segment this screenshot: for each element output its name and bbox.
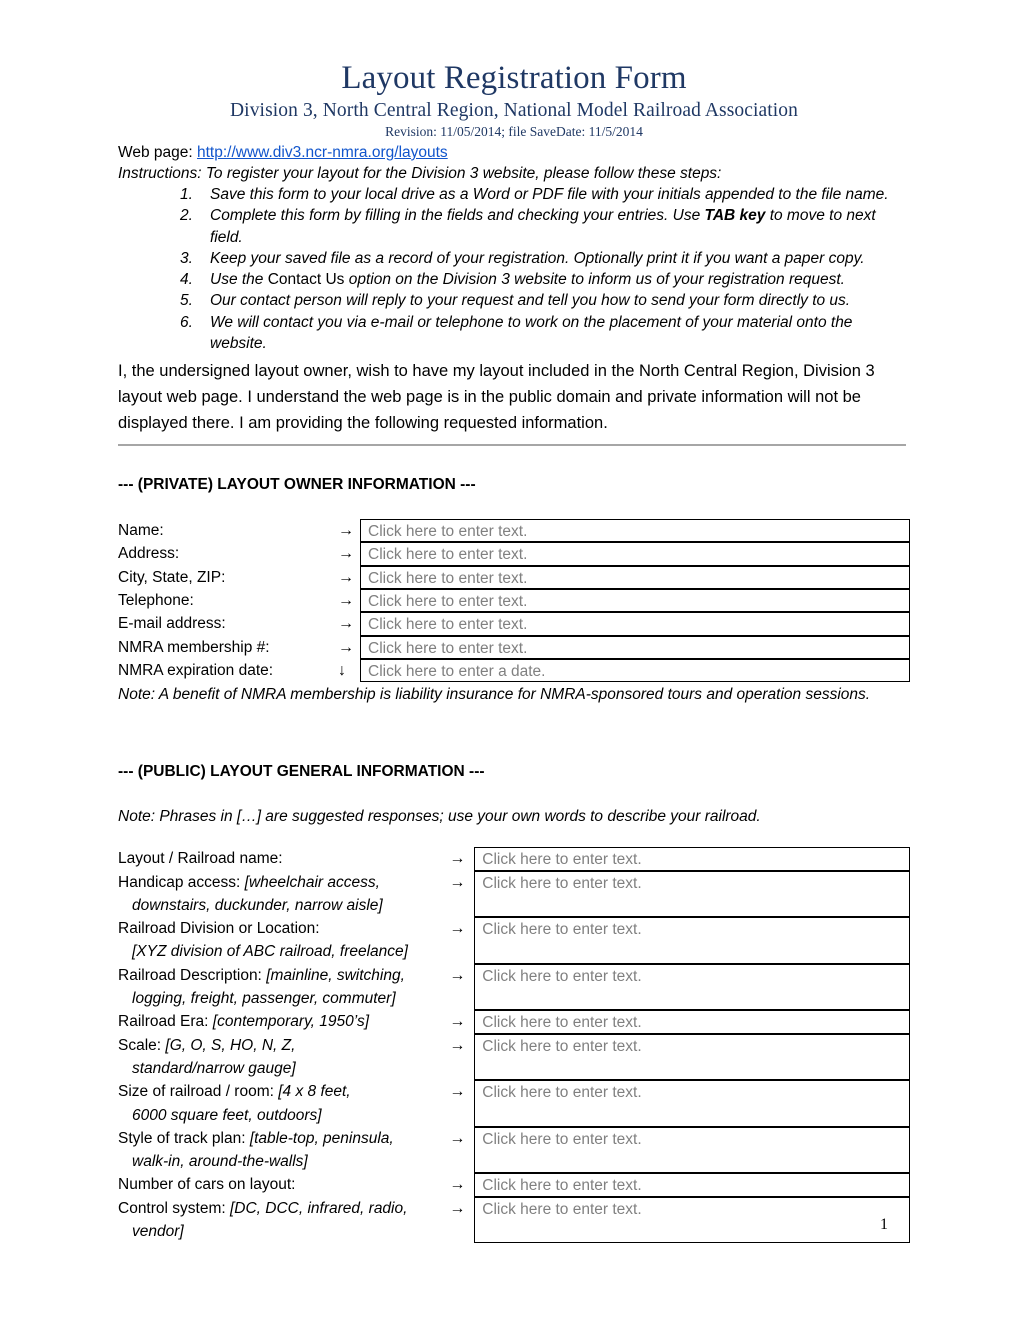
form-row	[118, 1080, 910, 1127]
arrow-right-icon: →	[338, 638, 354, 656]
form-row	[118, 964, 910, 1011]
field-suggestion-continuation: downstairs, duckunder, narrow aisle]	[132, 896, 383, 914]
form-row	[118, 917, 910, 964]
form-row	[118, 1010, 910, 1033]
field-input-cell	[360, 589, 910, 612]
arrow-right-icon: →	[449, 1199, 466, 1217]
form-row	[118, 589, 910, 612]
text-input-field[interactable]: Click here to enter text.	[360, 519, 910, 542]
field-suggestion: [4 x 8 feet,	[278, 1083, 351, 1101]
text-input-field[interactable]: Click here to enter text.	[474, 847, 910, 870]
instruction-step-text: Contact Us	[267, 271, 345, 289]
field-label: Style of track plan:	[118, 1129, 250, 1147]
field-label: NMRA membership #:	[118, 638, 270, 656]
public-section-heading: --- (PUBLIC) LAYOUT GENERAL INFORMATION ---	[118, 763, 485, 781]
instruction-step	[180, 184, 910, 205]
arrow-right-icon: →	[449, 1013, 466, 1031]
text-input-field[interactable]: Click here to enter text.	[474, 1197, 910, 1244]
instruction-step-text: Save this form to your local drive as a Word or PDF file with your initials appended to the file name.	[210, 186, 889, 203]
field-label: Railroad Description:	[118, 966, 267, 984]
form-row	[118, 636, 910, 659]
form-row	[118, 612, 910, 635]
text-input-field[interactable]: Click here to enter text.	[360, 589, 910, 612]
field-label-cell	[118, 964, 449, 1011]
field-input-cell	[474, 1080, 910, 1127]
field-input-cell	[474, 1034, 910, 1081]
form-row	[118, 542, 910, 565]
private-section	[118, 474, 910, 705]
arrow-right-icon: →	[449, 1129, 466, 1147]
arrow-right-icon: →	[449, 966, 466, 984]
field-label-cell	[118, 566, 338, 589]
web-page-line	[118, 142, 910, 163]
text-input-field[interactable]: Click here to enter text.	[474, 1173, 910, 1196]
form-row	[118, 871, 910, 918]
text-input-field[interactable]: Click here to enter text.	[360, 566, 910, 589]
web-page-link[interactable]: http://www.div3.ncr-nmra.org/layouts	[197, 144, 448, 161]
field-suggestion-continuation: standard/narrow gauge]	[132, 1059, 296, 1077]
field-input-cell	[360, 612, 910, 635]
field-input-cell	[474, 1197, 910, 1244]
instruction-step-text: Our contact person will reply to your request and tell you how to send your form directly to us.	[210, 292, 851, 310]
field-label: Number of cars on layout:	[118, 1176, 296, 1194]
form-row	[118, 519, 910, 542]
arrow-right-icon: →	[338, 545, 354, 563]
field-input-cell	[360, 636, 910, 659]
public-suggestion-note: Note: Phrases in […] are suggested responses; use your own words to describe your railroad.	[118, 808, 761, 826]
field-label-cell	[118, 1034, 449, 1081]
field-input-cell	[360, 519, 910, 542]
field-input-cell	[474, 1173, 910, 1196]
field-label: Control system:	[118, 1199, 230, 1217]
text-input-field[interactable]: Click here to enter text.	[360, 542, 910, 565]
field-input-cell	[360, 542, 910, 565]
text-input-field[interactable]: Click here to enter text.	[474, 964, 910, 1011]
text-input-field[interactable]: Click here to enter text.	[474, 1127, 910, 1174]
field-input-cell	[360, 659, 910, 682]
field-input-cell	[474, 1010, 910, 1033]
field-label: Telephone:	[118, 592, 194, 610]
instruction-step	[180, 290, 910, 311]
field-suggestion: [contemporary, 1950’s]	[212, 1013, 369, 1031]
field-suggestion-continuation: 6000 square feet, outdoors]	[132, 1106, 322, 1124]
field-suggestion-continuation: vendor]	[132, 1222, 184, 1240]
field-label: Address:	[118, 545, 180, 563]
text-input-field[interactable]: Click here to enter text.	[474, 1010, 910, 1033]
text-input-field[interactable]: Click here to enter text.	[360, 636, 910, 659]
form-row	[118, 1173, 910, 1196]
revision-line: Revision: 11/05/2014; file SaveDate: 11/5/2014	[385, 124, 643, 139]
field-suggestion: [table-top, peninsula,	[249, 1129, 394, 1147]
field-label-cell	[118, 636, 338, 659]
instruction-step	[180, 269, 910, 290]
field-label: Name:	[118, 522, 164, 540]
instruction-step-text: TAB key	[704, 207, 766, 225]
field-label: NMRA expiration date:	[118, 661, 274, 679]
arrow-right-icon: →	[338, 615, 354, 633]
field-suggestion-continuation: walk-in, around-the-walls]	[132, 1153, 308, 1171]
field-label: Handicap access:	[118, 873, 245, 891]
instruction-step-text: option on the Division 3 website to inform us of your registration request.	[344, 271, 845, 289]
text-input-field[interactable]: Click here to enter text.	[474, 1034, 910, 1081]
field-label-cell	[118, 519, 338, 542]
field-label: Railroad Era:	[118, 1013, 213, 1031]
instructions-list	[118, 184, 910, 354]
field-label-cell	[118, 1080, 449, 1127]
field-label: Size of railroad / room:	[118, 1083, 279, 1101]
field-suggestion: [wheelchair access,	[244, 873, 380, 891]
field-label-cell	[118, 542, 338, 565]
field-label-cell	[118, 589, 338, 612]
arrow-right-icon: →	[449, 873, 466, 891]
private-fields-table	[118, 519, 910, 682]
arrow-down-icon: ↓	[338, 661, 346, 679]
form-row	[118, 1127, 910, 1174]
form-row	[118, 1197, 910, 1244]
field-label: Scale:	[118, 1036, 166, 1054]
arrow-right-icon: →	[449, 1036, 466, 1054]
arrow-right-icon: →	[449, 920, 466, 938]
instruction-step-text: Use the	[210, 271, 268, 289]
section-divider	[118, 444, 906, 446]
arrow-right-icon: →	[338, 568, 354, 586]
field-input-cell	[474, 1127, 910, 1174]
form-row	[118, 847, 910, 870]
field-label: City, State, ZIP:	[118, 568, 226, 586]
field-label-cell	[118, 847, 449, 870]
form-row	[118, 659, 910, 682]
declaration-paragraph: I, the undersigned layout owner, wish to have my layout included in the North Central Region, Division 3 layout web page. I understand the web page is in the public domain and private information will not be displayed there. I am providing the following requested information.	[118, 362, 875, 432]
field-label-cell	[118, 612, 338, 635]
page-subtitle: Division 3, North Central Region, National Model Railroad Association	[230, 100, 798, 121]
text-input-field[interactable]: Click here to enter text.	[360, 612, 910, 635]
field-input-cell	[474, 964, 910, 1011]
form-row	[118, 566, 910, 589]
arrow-right-icon: →	[449, 1176, 466, 1194]
instruction-step	[180, 312, 910, 355]
public-section	[118, 761, 910, 1243]
instruction-step-text: Complete this form by filling in the fields and checking your entries. Use	[210, 207, 705, 225]
instruction-step	[180, 248, 910, 269]
page-number: 1	[880, 1216, 888, 1233]
field-input-cell	[360, 566, 910, 589]
field-suggestion-continuation: [XYZ division of ABC railroad, freelance]	[132, 943, 408, 961]
field-label: E-mail address:	[118, 615, 226, 633]
field-label-cell	[118, 1010, 449, 1033]
public-fields-table	[118, 847, 910, 1243]
field-label-cell	[118, 871, 449, 918]
instruction-step-text: to move to next field.	[210, 207, 876, 246]
field-suggestion: [DC, DCC, infrared, radio,	[229, 1199, 408, 1217]
text-input-field[interactable]: Click here to enter text.	[474, 1080, 910, 1127]
text-input-field[interactable]: Click here to enter text.	[474, 917, 910, 964]
nmra-benefit-note: Note: A benefit of NMRA membership is liability insurance for NMRA-sponsored tours and operation sessions.	[118, 686, 871, 704]
text-input-field[interactable]: Click here to enter text.	[474, 871, 910, 918]
instruction-step	[180, 205, 910, 248]
field-label-cell	[118, 1173, 449, 1196]
web-page-label: Web page:	[118, 144, 197, 161]
field-label-cell	[118, 917, 449, 964]
instruction-step-text: Keep your saved file as a record of your registration. Optionally print it if you want a paper copy.	[210, 249, 865, 267]
arrow-right-icon: →	[449, 1083, 466, 1101]
document-content	[118, 58, 910, 1243]
field-input-cell	[474, 871, 910, 918]
field-suggestion-continuation: logging, freight, passenger, commuter]	[132, 990, 396, 1008]
form-row	[118, 1034, 910, 1081]
field-input-cell	[474, 917, 910, 964]
field-input-cell	[474, 847, 910, 870]
private-section-heading: --- (PRIVATE) LAYOUT OWNER INFORMATION ---	[118, 476, 476, 494]
instructions-lead: Instructions: To register your layout for the Division 3 website, please follow these steps:	[118, 165, 722, 182]
text-input-field[interactable]: Click here to enter a date.	[360, 659, 910, 682]
page-title: Layout Registration Form	[341, 60, 687, 96]
arrow-right-icon: →	[338, 522, 354, 540]
field-label: Railroad Division or Location:	[118, 920, 320, 938]
field-label-cell	[118, 659, 338, 682]
instruction-step-text: We will contact you via e-mail or telephone to work on the placement of your material onto the website.	[210, 313, 853, 353]
arrow-right-icon: →	[449, 850, 466, 868]
field-suggestion: [mainline, switching,	[266, 966, 405, 984]
field-label: Layout / Railroad name:	[118, 850, 283, 868]
field-suggestion: [G, O, S, HO, N, Z,	[165, 1036, 296, 1054]
field-label-cell	[118, 1127, 449, 1174]
arrow-right-icon: →	[338, 592, 354, 610]
field-label-cell	[118, 1197, 449, 1244]
